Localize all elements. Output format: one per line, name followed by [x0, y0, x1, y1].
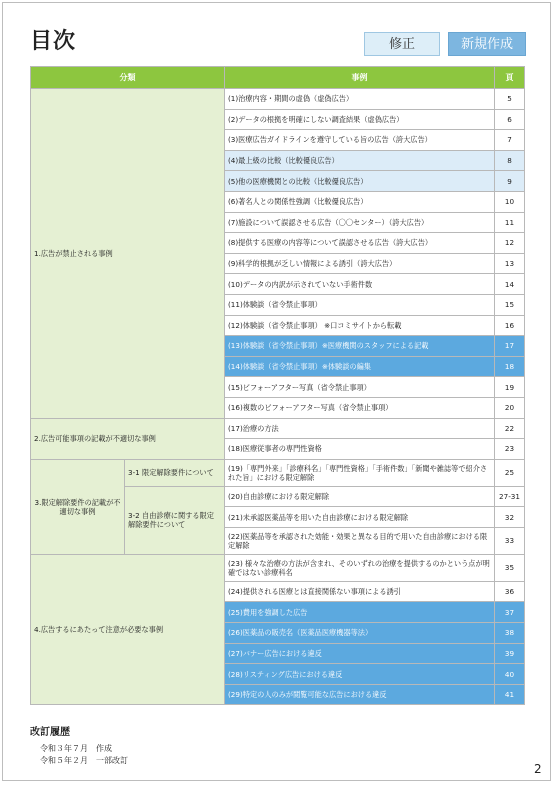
page-number-cell: 36 [495, 581, 525, 602]
page-number-cell: 33 [495, 527, 525, 554]
example-label[interactable]: (7)施設について誤認させる広告（〇〇センター）（誇大広告） [225, 212, 495, 233]
example-label[interactable]: (27)バナー広告における違反 [225, 643, 495, 664]
category-2: 2.広告可能事項の記載が不適切な事例 [31, 418, 225, 459]
page-number-cell: 6 [495, 109, 525, 130]
example-label[interactable]: (17)治療の方法 [225, 418, 495, 439]
page-title: 目次 [30, 29, 77, 54]
revision-history-title: 改訂履歴 [30, 727, 70, 738]
page-number-cell: 37 [495, 602, 525, 623]
subcategory-3-2: 3-2 自由診療に関する限定解除要件について [125, 486, 225, 554]
page-number-cell: 18 [495, 356, 525, 377]
example-label[interactable]: (11)体験談（省令禁止事項） [225, 294, 495, 315]
page-number-cell: 32 [495, 507, 525, 528]
page-number-cell: 39 [495, 643, 525, 664]
new-button[interactable]: 新規作成 [448, 32, 526, 56]
example-label[interactable]: (8)提供する医療の内容等について誤認させる広告（誇大広告） [225, 233, 495, 254]
page-number-cell: 16 [495, 315, 525, 336]
example-label[interactable]: (19)「専門外来」「診療科名」「専門性資格」「手術件数」「新聞や雑誌等で紹介された旨」における限定解除 [225, 459, 495, 486]
page-number-cell: 15 [495, 294, 525, 315]
example-label[interactable]: (22)医薬品等を承認された効能・効果と異なる目的で用いた自由診療における限定解除 [225, 527, 495, 554]
example-label[interactable]: (25)費用を強調した広告 [225, 602, 495, 623]
page-number-cell: 10 [495, 191, 525, 212]
example-label[interactable]: (3)医療広告ガイドラインを遵守している旨の広告（誇大広告） [225, 130, 495, 151]
page-number-cell: 14 [495, 274, 525, 295]
revision-history-list [40, 743, 128, 767]
category-4: 4.広告するにあたって注意が必要な事例 [31, 554, 225, 705]
page-number-cell: 19 [495, 377, 525, 398]
header-page: 頁 [495, 67, 525, 89]
page-number-cell: 40 [495, 664, 525, 685]
example-label[interactable]: (26)医薬品の販売名（医薬品医療機器等法） [225, 623, 495, 644]
example-label[interactable]: (5)他の医療機関との比較（比較優良広告） [225, 171, 495, 192]
table-row[interactable] [31, 459, 525, 486]
category-3: 3.限定解除要件の記載が不適切な事例 [31, 459, 125, 554]
example-label[interactable]: (15)ビフォーアフター写真（省令禁止事項） [225, 377, 495, 398]
example-label[interactable]: (14)体験談（省令禁止事項）※体験談の編集 [225, 356, 495, 377]
example-label[interactable]: (9)科学的根拠が乏しい情報による誘引（誇大広告） [225, 253, 495, 274]
header-example: 事例 [225, 67, 495, 89]
revision-item: 令和５年２月 一部改訂 [40, 756, 128, 765]
edit-button[interactable]: 修正 [364, 32, 440, 56]
subcategory-3-1: 3-1 限定解除要件について [125, 459, 225, 486]
example-label[interactable]: (18)医療従事者の専門性資格 [225, 439, 495, 460]
example-label[interactable]: (4)最上級の比較（比較優良広告） [225, 150, 495, 171]
example-label[interactable]: (1)治療内容・期間の虚偽（虚偽広告） [225, 89, 495, 110]
page-number-cell: 23 [495, 439, 525, 460]
revision-item: 令和３年７月 作成 [40, 744, 112, 753]
page-number-cell: 12 [495, 233, 525, 254]
example-label[interactable]: (21)未承認医薬品等を用いた自由診療における限定解除 [225, 507, 495, 528]
table-row[interactable] [31, 418, 525, 439]
toc-table [30, 66, 525, 705]
example-label[interactable]: (6)著名人との関係性強調（比較優良広告） [225, 191, 495, 212]
page-number-cell: 20 [495, 397, 525, 418]
example-label[interactable]: (2)データの根拠を明確にしない調査結果（虚偽広告） [225, 109, 495, 130]
page-number-cell: 22 [495, 418, 525, 439]
header-category: 分類 [31, 67, 225, 89]
example-label[interactable]: (23) 様々な治療の方法が含まれ、そのいずれの治療を提供するのかという点が明確ではない診療科名 [225, 554, 495, 581]
example-label[interactable]: (10)データの内訳が示されていない手術件数 [225, 274, 495, 295]
page-number-cell: 27-31 [495, 486, 525, 507]
page-number-cell: 9 [495, 171, 525, 192]
page-number-cell: 7 [495, 130, 525, 151]
table-row[interactable] [31, 554, 525, 581]
page-number-cell: 25 [495, 459, 525, 486]
table-row[interactable] [31, 89, 525, 110]
page-number-cell: 5 [495, 89, 525, 110]
category-1: 1.広告が禁止される事例 [31, 89, 225, 419]
page-number-cell: 13 [495, 253, 525, 274]
page-number-cell: 8 [495, 150, 525, 171]
example-label[interactable]: (13)体験談（省令禁止事項）※医療機関のスタッフによる記載 [225, 336, 495, 357]
example-label[interactable]: (28)リスティング広告における違反 [225, 664, 495, 685]
example-label[interactable]: (12)体験談（省令禁止事項） ※口コミサイトから転載 [225, 315, 495, 336]
example-label[interactable]: (16)複数のビフォーアフター写真（省令禁止事項） [225, 397, 495, 418]
page-number-cell: 41 [495, 684, 525, 705]
example-label[interactable]: (24)提供される医療とは直接関係ない事項による誘引 [225, 581, 495, 602]
page-number-cell: 11 [495, 212, 525, 233]
example-label[interactable]: (29)特定の人のみが閲覧可能な広告における違反 [225, 684, 495, 705]
page-number-cell: 35 [495, 554, 525, 581]
table-header-row [31, 67, 525, 89]
page-number-cell: 38 [495, 623, 525, 644]
page-number-cell: 17 [495, 336, 525, 357]
example-label[interactable]: (20)自由診療における限定解除 [225, 486, 495, 507]
page-number: 2 [534, 762, 542, 776]
